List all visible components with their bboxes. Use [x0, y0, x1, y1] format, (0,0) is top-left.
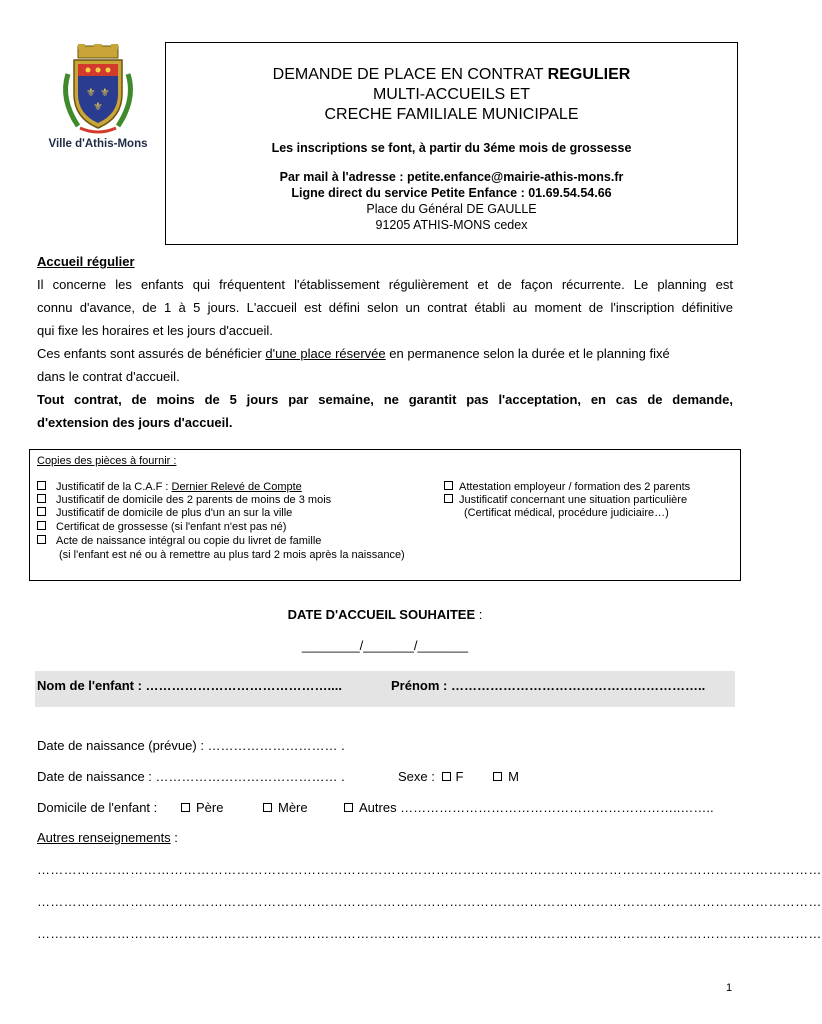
child-firstname-field[interactable]: Prénom : …………………………………………………..: [391, 678, 706, 693]
document-note: (si l'enfant est né ou à remettre au plus tard 2 mois après la naissance): [59, 549, 405, 561]
form-title: DEMANDE DE PLACE EN CONTRAT REGULIER: [272, 66, 631, 83]
checkbox[interactable]: [444, 494, 453, 503]
autres-checkbox[interactable]: [344, 803, 353, 812]
form-subtitle-2: CRECHE FAMILIALE MUNICIPALE: [324, 106, 579, 123]
other-info-line[interactable]: ……………………………………………………………………………………………………………………………………………………………: [37, 862, 822, 877]
checkbox[interactable]: [37, 521, 46, 530]
mere-checkbox[interactable]: [263, 803, 272, 812]
address-line-2: 91205 ATHIS-MONS cedex: [375, 218, 528, 232]
paragraph-line: qui fixe les horaires et les jours d'accueil.: [37, 323, 273, 338]
checkbox[interactable]: [444, 481, 453, 490]
document-item: Justificatif concernant une situation particulière: [444, 494, 687, 507]
expected-birthdate-field[interactable]: Date de naissance (prévue) : ………………………… .: [37, 738, 345, 753]
document-item: Justificatif de domicile de plus d'un an sur la ville: [37, 507, 292, 520]
document-item: Acte de naissance intégral ou copie du livret de famille: [37, 535, 321, 548]
domicile-pere-option[interactable]: Père: [181, 800, 223, 815]
checkbox[interactable]: [37, 535, 46, 544]
svg-text:⚜: ⚜: [100, 86, 110, 99]
bold-notice: d'extension des jours d'accueil.: [37, 415, 233, 430]
document-item: Justificatif de domicile des 2 parents de moins de 3 mois: [37, 494, 331, 507]
other-info-line[interactable]: ……………………………………………………………………………………………………………………………………………………………: [37, 894, 822, 909]
paragraph-line: Il concerne les enfants qui fréquentent l'établissement régulièrement et de façon récurrente. Le planning est: [37, 277, 733, 292]
form-subtitle-1: MULTI-ACCUEILS ET: [372, 86, 531, 103]
contact-mail: Par mail à l'adresse : petite.enfance@mairie-athis-mons.fr: [279, 170, 624, 184]
date-accueil-title: DATE D'ACCUEIL SOUHAITEE :: [287, 607, 483, 622]
sex-f-checkbox[interactable]: [442, 772, 451, 781]
address-line-1: Place du Général DE GAULLE: [366, 202, 537, 216]
document-note: (Certificat médical, procédure judiciaire…): [464, 507, 669, 519]
accueil-section: [37, 250, 733, 435]
other-info-label: Autres renseignements :: [37, 830, 178, 845]
contact-phone: Ligne direct du service Petite Enfance : 01.69.54.54.66: [291, 186, 612, 200]
coat-of-arms-icon: [58, 44, 138, 136]
sex-m-checkbox[interactable]: [493, 772, 502, 781]
domicile-mere-option[interactable]: Mère: [263, 800, 308, 815]
pere-checkbox[interactable]: [181, 803, 190, 812]
document-item: Justificatif de la C.A.F : Dernier Relevé de Compte: [37, 481, 302, 494]
inscriptions-note: Les inscriptions se font, à partir du 3éme mois de grossesse: [271, 141, 632, 155]
birthdate-field[interactable]: Date de naissance : …………………………………… .: [37, 769, 345, 784]
city-logo: [44, 44, 154, 154]
child-lastname-field[interactable]: Nom de l'enfant : ……………………………………....: [37, 678, 342, 693]
checkbox[interactable]: [37, 494, 46, 503]
date-accueil-field[interactable]: ________/_______/_______: [301, 638, 469, 653]
city-name: Ville d'Athis-Mons: [48, 138, 148, 150]
checkbox[interactable]: [37, 481, 46, 490]
bold-notice: Tout contrat, de moins de 5 jours par semaine, ne garantit pas l'acceptation, en cas de demande,: [37, 392, 733, 407]
svg-text:⚜: ⚜: [86, 86, 96, 99]
document-item: Attestation employeur / formation des 2 parents: [444, 481, 690, 494]
paragraph-line: dans le contrat d'accueil.: [37, 369, 180, 384]
sex-label: Sexe :: [398, 769, 435, 784]
documents-heading: Copies des pièces à fournir :: [37, 455, 177, 467]
header-box: [165, 42, 738, 245]
svg-text:⚜: ⚜: [93, 100, 103, 113]
paragraph-line: connu d'avance, de 1 à 5 jours. L'accueil est défini selon un contrat établi au moment de l'inscription définitive: [37, 300, 733, 315]
section-heading: Accueil régulier: [37, 254, 135, 269]
sex-selector: Sexe : F M: [398, 769, 519, 784]
document-item: Certificat de grossesse (si l'enfant n'est pas né): [37, 521, 286, 534]
checkbox[interactable]: [37, 507, 46, 516]
domicile-label: Domicile de l'enfant :: [37, 800, 158, 815]
domicile-autres-option[interactable]: Autres ………………………………………………………..……..: [344, 800, 714, 815]
page-number: 1: [726, 982, 733, 994]
documents-box: [29, 449, 741, 581]
paragraph-line: Ces enfants sont assurés de bénéficier d'une place réservée en permanence selon la durée et le planning fixé: [37, 346, 670, 361]
other-info-line[interactable]: ……………………………………………………………………………………………………………………………………………………………: [37, 926, 822, 941]
